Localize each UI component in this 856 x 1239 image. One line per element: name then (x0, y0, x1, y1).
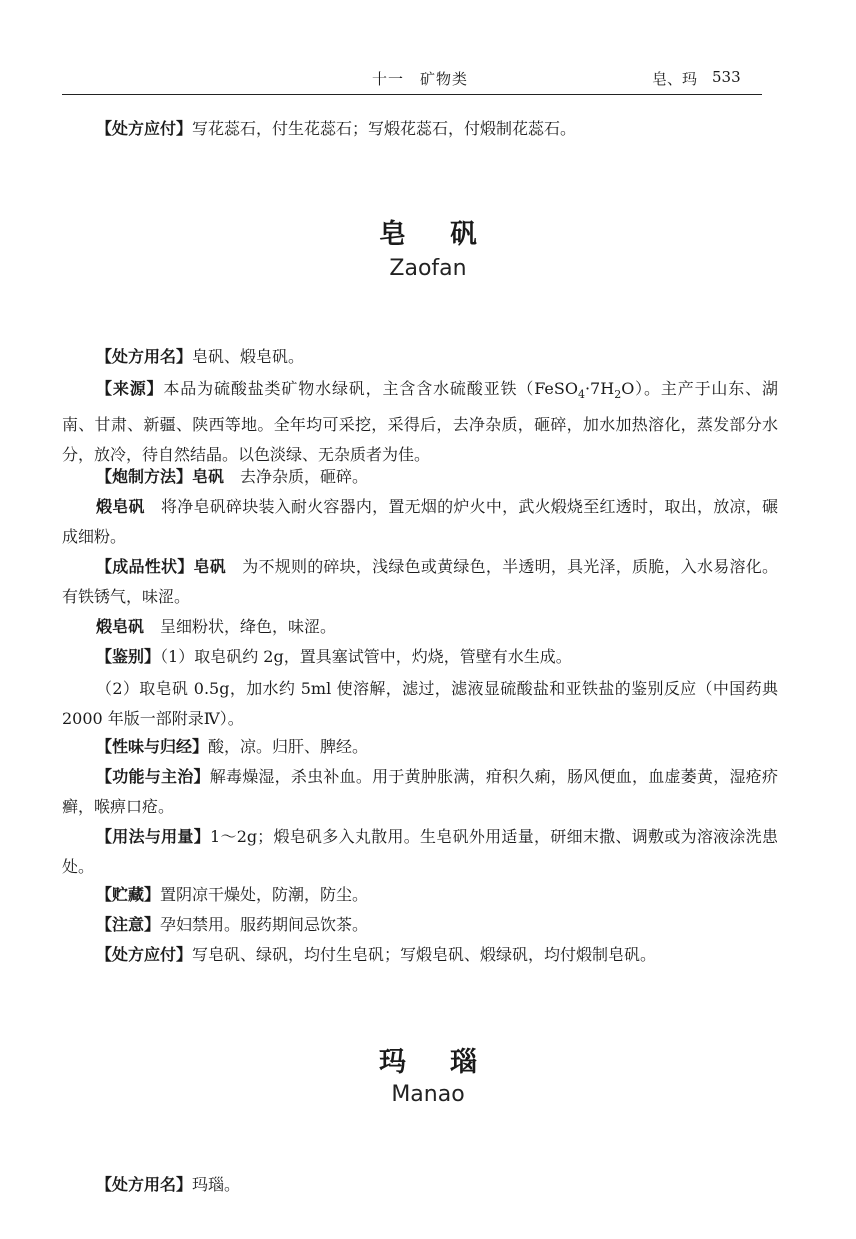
section-label: 【用法与用量】 (96, 827, 210, 846)
function-paragraph (62, 762, 778, 822)
formula-subscript: 2 (614, 388, 622, 402)
section-label: 【鉴别】 (96, 647, 161, 666)
chapter-title: 十一 矿物类 (372, 70, 469, 88)
section-text: 写皂矾、绿矾，均付生皂矾；写煅皂矾、煅绿矾，均付煅制皂矾。 (192, 945, 657, 964)
source-paragraph (62, 374, 778, 470)
manao-prescription-name-paragraph (62, 1170, 778, 1200)
section-text: 1～2g；煅皂矾多入丸散用。生皂矾外用适量，研细末撒、调敷或为溶液涂洗患处。 (62, 827, 778, 876)
entry-title-manao: 玛瑙 (379, 1047, 521, 1078)
section-text: 将净皂矾碎块装入耐火容器内，置无烟的炉火中，武火煅烧至红透时，取出，放凉，碾成细粉。 (62, 497, 778, 546)
page-number: 533 (712, 68, 741, 86)
section-text: 本品为硫酸盐类矿物水绿矾，主含含水硫酸亚铁（FeSO (163, 379, 578, 398)
section-label: 【贮藏】 (96, 885, 161, 904)
section-text: 解毒燥湿，杀虫补血。用于黄肿胀满，疳积久痢，肠风便血，血虚萎黄，湿疮疥癣，喉痹口疮。 (62, 767, 778, 816)
section-text: O）。主产于山东、湖南、甘肃、新疆、陕西等地。全年均可采挖，采得后，去净杂质，砸碎，加水加热溶化，蒸发部分水分，放冷，待自然结晶。以色淡绿、无杂质者为佳。 (62, 379, 778, 465)
sub-label: 皂矾 (193, 557, 226, 576)
section-text: 去净杂质，砸碎。 (240, 467, 369, 486)
section-text: 写花蕊石，付生花蕊石；写煅花蕊石，付煅制花蕊石。 (192, 119, 577, 138)
section-label: 【来源】 (96, 379, 164, 398)
entry-title-zaofan: 皂矾 (379, 219, 521, 250)
sub-label: 皂矾 (192, 467, 225, 486)
entry-pinyin-zaofan: Zaofan (389, 256, 467, 281)
identification-paragraph-2 (62, 674, 778, 734)
section-text: （1）取皂矾约 2g，置具塞试管中，灼烧，管壁有水生成。 (160, 647, 572, 666)
prescription-dispensing-paragraph (62, 940, 778, 970)
storage-paragraph (62, 880, 778, 910)
section-text: 置阴凉干燥处，防潮，防尘。 (160, 885, 369, 904)
section-text: 呈细粉状，绛色，味涩。 (160, 617, 337, 636)
formula-subscript: 4 (577, 388, 585, 402)
section-label: 【性味与归经】 (96, 737, 209, 756)
prescription-name-paragraph (62, 342, 778, 372)
sub-label: 煅皂矾 (96, 617, 145, 636)
section-label: 【成品性状】 (96, 557, 194, 576)
identification-paragraph (62, 642, 778, 672)
calcined-character-paragraph (62, 612, 778, 642)
section-text: 为不规则的碎块，浅绿色或黄绿色，半透明，具光泽，质脆，入水易溶化。有铁锈气，味涩。 (62, 557, 778, 606)
sub-label: 煅皂矾 (96, 497, 145, 516)
caution-paragraph (62, 910, 778, 940)
calcined-processing-paragraph (62, 492, 778, 552)
nature-meridian-paragraph (62, 732, 778, 762)
section-label: 【处方应付】 (96, 119, 193, 138)
section-label: 【注意】 (96, 915, 161, 934)
section-label: 【处方用名】 (96, 347, 193, 366)
prev-prescription-paragraph (62, 114, 778, 144)
section-label: 【功能与主治】 (96, 767, 210, 786)
section-label: 【炮制方法】 (96, 467, 193, 486)
header-entries: 皂、玛 (652, 70, 698, 88)
section-text: （2）取皂矾 0.5g，加水约 5ml 使溶解，滤过，滤液显硫酸盐和亚铁盐的鉴别反应（中国药典 2000 年版一部附录Ⅳ）。 (62, 679, 778, 728)
product-character-paragraph (62, 552, 778, 612)
section-label: 【处方应付】 (96, 945, 193, 964)
running-header (62, 64, 762, 95)
processing-paragraph (62, 462, 778, 492)
entry-pinyin-manao: Manao (391, 1082, 465, 1107)
usage-dosage-paragraph (62, 822, 778, 882)
section-text: 玛瑙。 (192, 1175, 241, 1194)
section-text: 酸，凉。归肝、脾经。 (208, 737, 369, 756)
section-text: ·7H (584, 379, 615, 398)
section-text: 孕妇禁用。服药期间忌饮茶。 (160, 915, 369, 934)
section-text: 皂矾、煅皂矾。 (192, 347, 305, 366)
section-label: 【处方用名】 (96, 1175, 193, 1194)
